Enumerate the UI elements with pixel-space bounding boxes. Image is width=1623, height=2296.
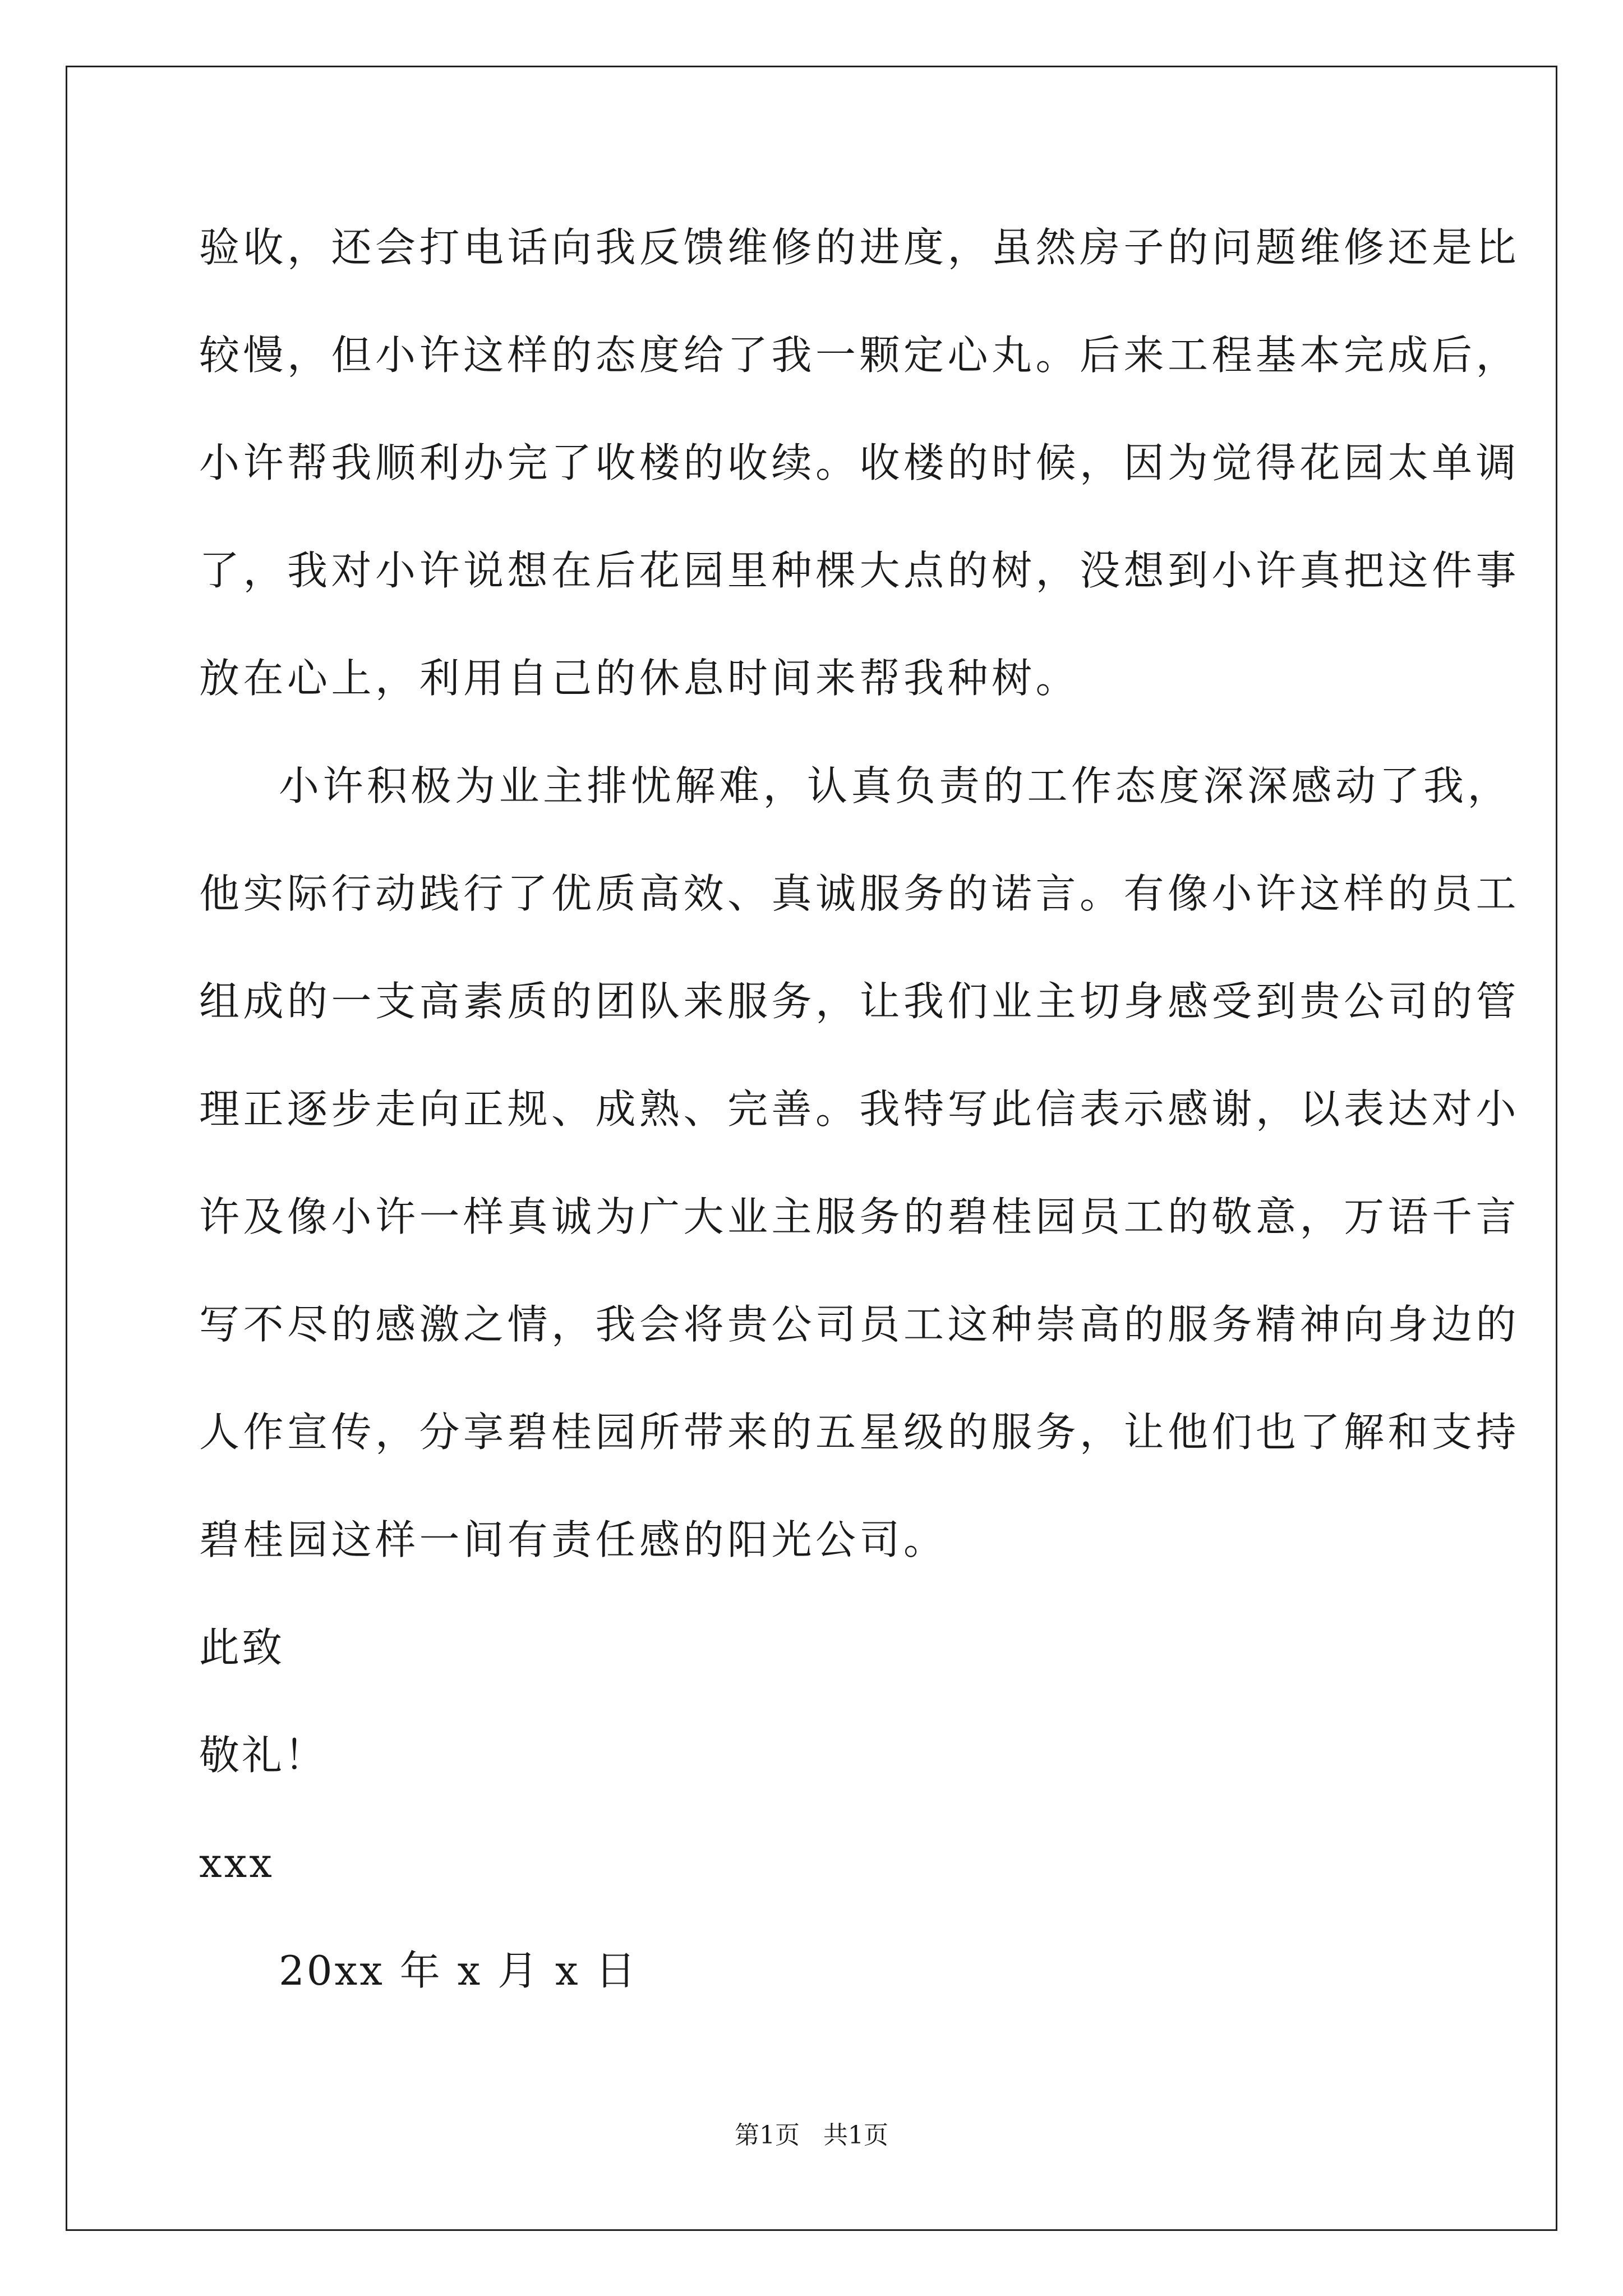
- body-line-9: 理正逐步走向正规、成熟、完善。我特写此信表示感谢，以表达对小: [199, 1085, 1520, 1133]
- page-footer: 第1页 共1页: [735, 2121, 888, 2150]
- page-frame: [66, 66, 1557, 2231]
- body-line-10: 许及像小许一样真诚为广大业主服务的碧桂园员工的敬意，万语千言: [199, 1193, 1520, 1240]
- body-line-4: 了，我对小许说想在后花园里种棵大点的树，没想到小许真把这件事: [199, 547, 1520, 594]
- body-line-5: 放在心上，利用自己的休息时间来帮我种树。: [199, 655, 1080, 702]
- body-line-3: 小许帮我顺利办完了收楼的收续。收楼的时候，因为觉得花园太单调: [199, 439, 1520, 486]
- signature: xxx: [199, 1839, 274, 1887]
- body-line-13: 碧桂园这样一间有责任感的阳光公司。: [199, 1516, 948, 1563]
- body-line-8: 组成的一支高素质的团队来服务，让我们业主切身感受到贵公司的管: [199, 978, 1520, 1025]
- salutation: 敬礼！: [199, 1732, 328, 1779]
- closing-phrase: 此致: [199, 1624, 285, 1671]
- body-line-6: 小许积极为业主排忧解难，认真负责的工作态度深深感动了我，: [279, 762, 1512, 809]
- body-line-2: 较慢，但小许这样的态度给了我一颗定心丸。后来工程基本完成后，: [199, 332, 1520, 379]
- body-line-11: 写不尽的感激之情，我会将贵公司员工这种崇高的服务精神向身边的: [199, 1301, 1520, 1348]
- body-line-7: 他实际行动践行了优质高效、真诚服务的诺言。有像小许这样的员工: [199, 870, 1520, 917]
- letter-date: 20xx 年 x 月 x 日: [279, 1947, 638, 1994]
- body-line-1: 验收，还会打电话向我反馈维修的进度，虽然房子的问题维修还是比: [199, 224, 1520, 271]
- body-line-12: 人作宣传，分享碧桂园所带来的五星级的服务，让他们也了解和支持: [199, 1409, 1520, 1456]
